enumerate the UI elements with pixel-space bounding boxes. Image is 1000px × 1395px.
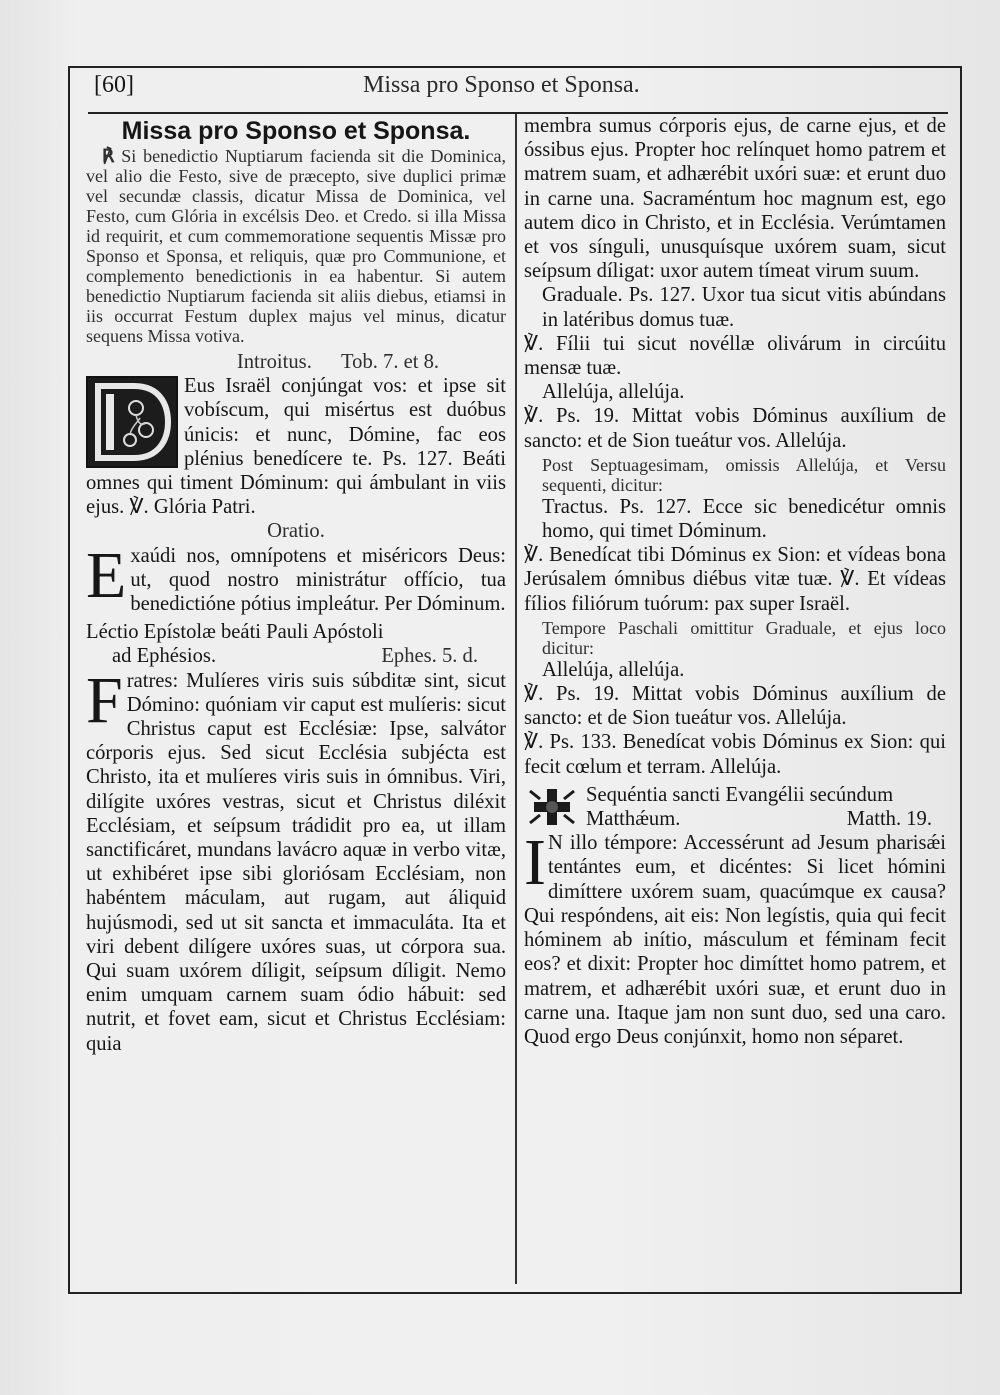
page-number: [60]: [94, 72, 134, 98]
alleluia-1: Allelúja, allelúja.: [542, 381, 685, 404]
lectio-initial: F: [86, 663, 123, 737]
sequentia-block: [524, 783, 946, 831]
opening-rubric: ℟ Si benedictio Nuptiarum facienda sit die Dominica, vel alio die Festo, sive de præcepto, sive duplici primæ vel secundæ classis, dicatur Missa de Dominica, vel Festo, cum Glória in excélsis Deo. et Credo. si illa Missa id requirit, et cum commemoratione sequentis Missæ pro Sponso et Sponsa, et reliquis, quæ pro Communione, et complemento benedictionis in ea habentur. Si autem benedictio Nuptiarum facienda sit aliis diebus, etiamsi in iis occurrat Festum duplex majus vel minus, dicatur sequens Missa votiva.: [86, 146, 507, 346]
running-title: Missa pro Sponso et Sponsa.: [363, 72, 640, 98]
alleluia-2-verse: ℣. Ps. 19. Mittat vobis Dóminus auxílium de sancto: et de Sion tueátur vos. Allelúja.: [524, 683, 946, 730]
introitus-block: [86, 374, 506, 519]
rubric-paschal: Tempore Paschali omittitur Graduale, et ejus loco dicitur:: [542, 617, 946, 658]
lectio-subheading: ad Ephésios. Ephes. 5. d.: [112, 645, 478, 668]
mass-title: Missa pro Sponso et Sponsa.: [121, 117, 471, 145]
tractus-verse: ℣. Benedícat tibi Dóminus ex Sion: et vídeas bona Jerúsalem ómnibus diébus vitæ tuæ. ℣. Et vídeas fílios filiórum tuórum: pax super Israël.: [524, 544, 946, 615]
tractus: Tractus. Ps. 127. Ecce sic benedicétur omnis homo, qui timet Dóminum.: [542, 495, 946, 543]
graduale-verse: ℣. Fílii tui sicut novéllæ olivárum in circúitu mensæ tuæ.: [524, 332, 946, 380]
introitus-heading: Introitus. Tob. 7. et 8.: [236, 351, 440, 373]
cross-ornament-icon: [526, 785, 578, 829]
lectio-text: ratres: Mulíeres viris suis súbditæ sint, sicut Dómino: quóniam vir caput est mulíeris: sicut Christus caput est Ecclésiæ: Ipse, salvátor córporis ejus. Sed sicut Ecclésia subjécta est Christo, ita et mulíeres viris suis in ómnibus. Viri, dilígite uxóres vestras, sicut et Christus diléxit Ecclésiam, et seípsum trádidit pro ea, ut illam sanctificáret, mundans lavácro aquæ in verbo vitæ, ut exhibéret ipse sibi gloriósam Ecclésiam, non habéntem máculam, aut rugam, aut áliquid hujúsmodi, sed ut sit sancta et immaculáta. Ita et viri debent dilígere uxóres suas, ut córpora sua. Qui suam uxórem díligit, seípsum díligit. Nemo enim umquam carnem suam ódio hábuit: sed nutrit, et fovet eam, sicut et Christus Ecclésiam: quia: [86, 669, 506, 1055]
oratio-initial: E: [86, 538, 127, 612]
introitus-text: Eus Israël conjúngat vos: et ipse sit vobíscum, qui misértus est duóbus únicis: et nunc, Dómine, fac eos plénius benedícere te. Ps. 127. Beáti omnes qui timent Dóminum: qui ámbulant in viis ejus. ℣. Glória Patri.: [86, 375, 506, 519]
oratio-text: xaúdi nos, omnípotens et miséricors Deus: ut, quod nostro ministrátur offício, tua benedictióne pótius impleátur. Per Dóminum.: [130, 544, 506, 616]
rubric-R-icon: ℟: [102, 146, 115, 166]
column-divider: [515, 114, 517, 1284]
lectio-continuation: membra sumus córporis ejus, de carne ejus, et de óssibus ejus. Propter hoc relínquet homo patrem et matrem suam, et adhærébit uxóri suæ: et erunt duo in carne una. Sacraméntum hoc magnum est, ego autem dico in Christo, et in Ecclésia. Verúmtamen et vos sínguli, unusquísque uxórem suam, sicut seípsum díligat: uxor autem tímeat virum suum.: [524, 115, 946, 283]
alleluia-1-verse: ℣. Ps. 19. Mittat vobis Dóminus auxílium de sancto: et de Sion tueátur vos. Allelúja.: [524, 405, 946, 452]
oratio-heading: Oratio.: [267, 520, 325, 543]
left-column: [86, 114, 506, 1056]
evangelium-initial: I: [524, 826, 546, 900]
right-column: [524, 114, 946, 1049]
graduale: Graduale. Ps. 127. Uxor tua sicut vitis abúndans in latéribus domus tuæ.: [542, 284, 946, 331]
sequentia-heading: Sequéntia sancti Evangélii secúndum Matthǽum. Matth. 19.: [586, 783, 932, 831]
lectio-block: [86, 663, 506, 1056]
alleluia-2: Allelúja, allelúja.: [542, 658, 685, 681]
rubric-septuagesima: Post Septuagesimam, omissis Allelúja, et Versu sequenti, dicitur:: [542, 454, 946, 495]
oratio-block: [86, 538, 506, 617]
alleluia-2-verse-2: ℣. Ps. 133. Benedícat vobis Dóminus ex Sion: qui fecit cœlum et terram. Allelúja.: [524, 731, 946, 778]
ornamented-letter-D-icon: [86, 376, 178, 468]
evangelium-block: [524, 826, 946, 1049]
evangelium-text: N illo témpore: Accessérunt ad Jesum pharisǽi tentántes eum, et dicéntes: Si licet hómini dimíttere uxórem suam, quacúmque ex causa? Qui respóndens, ait eis: Non legístis, quia qui fecit hóminem ab inítio, másculum et féminam fecit eos? et dixit: Propter hoc dimíttet homo patrem, et matrem, et adhærébit uxóri suæ, et erunt duo in carne una. Itaque jam non sunt duo, sed una caro. Quod ergo Deus conjúnxit, homo non séparet.: [524, 832, 946, 1048]
lectio-heading: Léctio Epístolæ beáti Pauli Apóstoli: [86, 621, 384, 644]
